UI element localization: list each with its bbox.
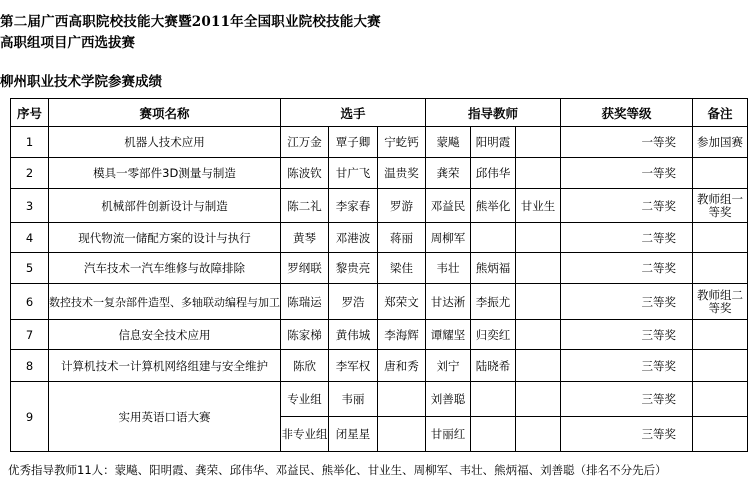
award-level: 三等奖 [561,320,693,350]
teacher: 龚荣 [426,158,471,189]
teacher: 熊炳福 [471,253,516,284]
award-level: 二等奖 [561,253,693,284]
title-line-3: 柳州职业技术学院参赛成绩 [0,74,162,90]
teacher [471,223,516,253]
player: 邓港波 [329,223,378,253]
teacher: 周柳军 [426,223,471,253]
row-no: 3 [11,189,49,223]
player: 罗游 [378,189,426,223]
group-label: 非专业组 [281,417,329,452]
teacher: 刘宁 [426,350,471,382]
award-level: 三等奖 [561,417,693,452]
remark [693,253,748,284]
row-no: 7 [11,320,49,350]
player: 陈家梯 [281,320,329,350]
player [378,417,426,452]
player: 唐和秀 [378,350,426,382]
table-row [11,127,748,158]
teacher: 谭耀坚 [426,320,471,350]
table-row [11,350,748,382]
title-line-1: 第二届广西高职院校技能大赛暨2011年全国职业院校技能大赛 [0,14,381,30]
player: 陈欣 [281,350,329,382]
event-name [49,382,281,452]
player: 罗浩 [329,284,378,320]
header-no: 序号 [11,99,49,127]
teacher: 归奕红 [471,320,516,350]
teacher [516,127,561,158]
teacher [516,350,561,382]
table-row [11,253,748,284]
table-row [11,320,748,350]
header-row [11,99,748,127]
table-row [11,223,748,253]
player: 蒋丽 [378,223,426,253]
remark [693,382,748,417]
row-no: 4 [11,223,49,253]
teacher [516,417,561,452]
award-level: 三等奖 [561,350,693,382]
remark: 参加国赛 [693,127,748,158]
row-no: 1 [11,127,49,158]
teacher: 邓益民 [426,189,471,223]
row-no: 8 [11,350,49,382]
header-event: 赛项名称 [49,99,281,127]
remark [693,320,748,350]
player: 梁佳 [378,253,426,284]
award-level: 一等奖 [561,127,693,158]
teacher: 甘达淅 [426,284,471,320]
player: 陈二礼 [281,189,329,223]
player [378,382,426,417]
remark [693,158,748,189]
event-name: 机器人技术应用 [49,127,281,158]
row-no: 2 [11,158,49,189]
group-label: 专业组 [281,382,329,417]
teacher: 李振尤 [471,284,516,320]
header-teachers: 指导教师 [426,99,561,127]
table-row [11,189,748,223]
remark [693,223,748,253]
teacher [471,417,516,452]
event-name: 数控技术一复杂部件造型、多轴联动编程与加工 [49,284,281,320]
event-name: 机械部件创新设计与制造 [49,189,281,223]
event-name: 模具一零部件3D测量与制造 [49,158,281,189]
remark: 教师组一等奖 [693,189,748,223]
player: 黄伟城 [329,320,378,350]
teacher [471,382,516,417]
event-name-text: 实用英语口语大赛 [118,409,211,424]
row-no: 5 [11,253,49,284]
player: 宁虼钙 [378,127,426,158]
player: 江万金 [281,127,329,158]
remark: 教师组二等奖 [693,284,748,320]
teacher: 甘业生 [516,189,561,223]
player: 温贵奖 [378,158,426,189]
award-level: 二等奖 [561,189,693,223]
teacher: 熊举化 [471,189,516,223]
player: 罗纲联 [281,253,329,284]
player: 李军权 [329,350,378,382]
table-row [11,284,748,320]
player: 覃子卿 [329,127,378,158]
remark [693,350,748,382]
award-level: 二等奖 [561,223,693,253]
player: 李家春 [329,189,378,223]
teacher [516,253,561,284]
title-line-2: 高职组项目广西选拔赛 [0,35,135,51]
player: 甘广飞 [329,158,378,189]
header-award: 获奖等级 [561,99,693,127]
remark [693,417,748,452]
player: 黄琴 [281,223,329,253]
award-level: 三等奖 [561,382,693,417]
teacher: 甘丽红 [426,417,471,452]
row-no: 9 [11,382,49,452]
teacher [516,320,561,350]
event-name: 信息安全技术应用 [49,320,281,350]
event-name: 计算机技术一计算机网络组建与安全维护 [49,350,281,382]
teacher: 邱伟华 [471,158,516,189]
teacher: 陆晓希 [471,350,516,382]
header-players: 选手 [281,99,426,127]
player: 韦丽 [329,382,378,417]
footer-note: 优秀指导教师11人：蒙飚、阳明霞、龚荣、邱伟华、邓益民、熊举化、甘业生、周柳军、韦壮、熊炳福、刘善聪（排名不分先后） [8,463,667,477]
player: 郑荣文 [378,284,426,320]
results-table [10,98,748,452]
table-row [11,382,748,417]
award-level: 三等奖 [561,284,693,320]
teacher: 蒙飚 [426,127,471,158]
player: 陈波钦 [281,158,329,189]
teacher [516,382,561,417]
award-level: 一等奖 [561,158,693,189]
event-name: 汽车技术一汽车维修与故障排除 [49,253,281,284]
teacher [516,158,561,189]
teacher [516,223,561,253]
teacher: 韦壮 [426,253,471,284]
player: 李海辉 [378,320,426,350]
player: 闭星星 [329,417,378,452]
player: 黎贵亮 [329,253,378,284]
header-remark: 备注 [693,99,748,127]
row-no: 6 [11,284,49,320]
teacher [516,284,561,320]
event-name: 现代物流一储配方案的设计与执行 [49,223,281,253]
teacher: 阳明霞 [471,127,516,158]
teacher: 刘善聪 [426,382,471,417]
table-row [11,158,748,189]
player: 陈瑞运 [281,284,329,320]
